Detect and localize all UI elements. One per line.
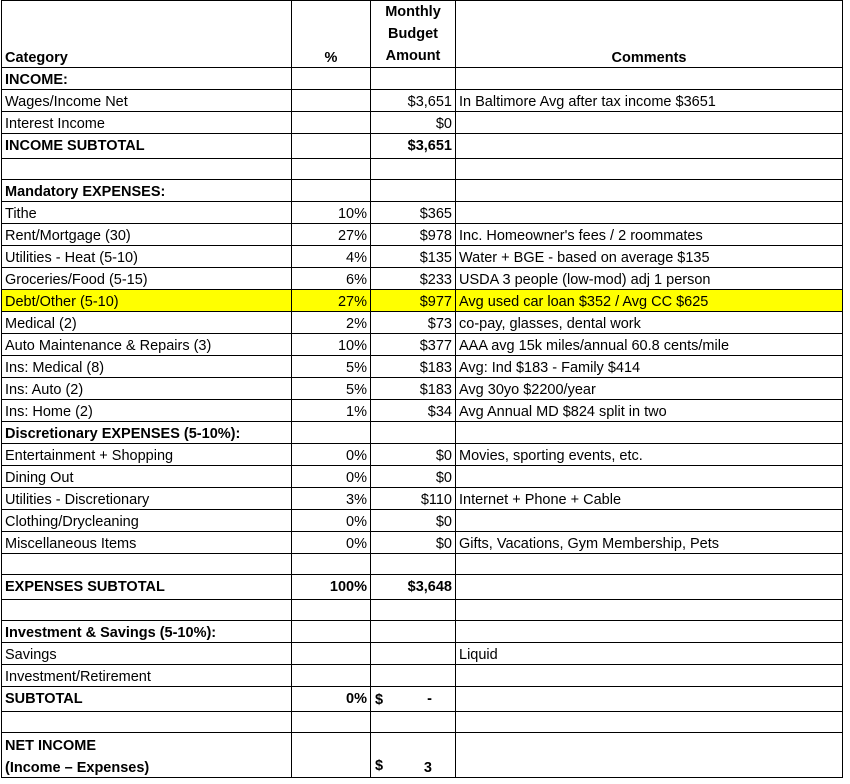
amount-cell[interactable]: $3,651 (371, 90, 456, 112)
blank-row (2, 159, 843, 180)
comment-cell[interactable] (456, 621, 843, 643)
comment-cell[interactable] (456, 112, 843, 134)
table-row (2, 643, 843, 665)
comment-cell[interactable]: Avg used car loan $352 / Avg CC $625 (456, 290, 843, 312)
table-row (2, 224, 843, 246)
category-cell[interactable]: Entertainment + Shopping (2, 444, 292, 466)
table-row (2, 400, 843, 422)
section-label[interactable]: INCOME: (2, 68, 292, 90)
comment-cell[interactable]: AAA avg 15k miles/annual 60.8 cents/mile (456, 334, 843, 356)
section-label[interactable]: Discretionary EXPENSES (5-10%): (2, 422, 292, 444)
table-row (2, 90, 843, 112)
investment-subtotal-label[interactable]: SUBTOTAL (2, 687, 292, 712)
table-row (2, 202, 843, 224)
table-row (2, 334, 843, 356)
empty-cell[interactable] (456, 554, 843, 575)
percent-cell[interactable] (292, 733, 371, 756)
empty-cell[interactable] (2, 159, 292, 180)
category-cell[interactable]: Miscellaneous Items (2, 532, 292, 554)
comment-cell[interactable]: Water + BGE - based on average $135 (456, 246, 843, 268)
percent-cell[interactable]: 0% (292, 466, 371, 488)
comment-cell[interactable]: Movies, sporting events, etc. (456, 444, 843, 466)
percent-cell[interactable] (292, 643, 371, 665)
category-cell[interactable]: Medical (2) (2, 312, 292, 334)
empty-cell[interactable] (456, 600, 843, 621)
expenses-subtotal-amount[interactable]: $3,648 (371, 575, 456, 600)
amount-cell[interactable]: $0 (371, 112, 456, 134)
percent-cell[interactable] (292, 90, 371, 112)
percent-cell[interactable]: 3% (292, 488, 371, 510)
table-row (2, 488, 843, 510)
table-row (2, 112, 843, 134)
amount-cell[interactable] (371, 621, 456, 643)
percent-cell[interactable] (292, 68, 371, 90)
section-label[interactable]: Investment & Savings (5-10%): (2, 621, 292, 643)
percent-cell[interactable]: 0% (292, 444, 371, 466)
header-percent[interactable]: % (292, 1, 371, 68)
comment-cell[interactable] (456, 68, 843, 90)
table-row (2, 532, 843, 554)
table-row (2, 466, 843, 488)
category-cell[interactable]: Savings (2, 643, 292, 665)
comment-cell[interactable] (456, 687, 843, 712)
amount-cell[interactable]: $0 (371, 444, 456, 466)
percent-cell[interactable] (292, 180, 371, 202)
amount-cell[interactable]: $977 (371, 290, 456, 312)
empty-cell[interactable] (292, 712, 371, 733)
header-row (2, 1, 843, 68)
investment-subtotal-percent[interactable]: 0% (292, 687, 371, 712)
blank-row (2, 600, 843, 621)
amount-cell[interactable] (371, 733, 456, 756)
comment-cell[interactable]: Internet + Phone + Cable (456, 488, 843, 510)
table-row (2, 290, 843, 312)
percent-cell[interactable]: 0% (292, 510, 371, 532)
comment-cell[interactable]: USDA 3 people (low-mod) adj 1 person (456, 268, 843, 290)
empty-cell[interactable] (292, 554, 371, 575)
category-cell[interactable]: Ins: Home (2) (2, 400, 292, 422)
category-cell[interactable]: Ins: Medical (8) (2, 356, 292, 378)
amount-cell[interactable]: $135 (371, 246, 456, 268)
net-income-row (2, 733, 843, 756)
percent-cell[interactable]: 6% (292, 268, 371, 290)
category-cell[interactable]: Auto Maintenance & Repairs (3) (2, 334, 292, 356)
percent-cell[interactable]: 0% (292, 532, 371, 554)
category-cell[interactable]: Groceries/Food (5-15) (2, 268, 292, 290)
income-subtotal-amount[interactable]: $3,651 (371, 134, 456, 159)
comment-cell[interactable]: In Baltimore Avg after tax income $3651 (456, 90, 843, 112)
comment-cell[interactable] (456, 134, 843, 159)
percent-cell[interactable]: 27% (292, 290, 371, 312)
percent-cell[interactable]: 10% (292, 202, 371, 224)
table-row (2, 312, 843, 334)
percent-cell[interactable]: 2% (292, 312, 371, 334)
investment-section-header (2, 621, 843, 643)
investment-subtotal-row (2, 687, 843, 712)
comment-cell[interactable] (456, 422, 843, 444)
header-category[interactable]: Category (2, 1, 292, 68)
amount-cell[interactable]: $0 (371, 510, 456, 532)
header-amount-line2: Budget (388, 26, 438, 42)
net-income-label[interactable]: NET INCOME (2, 733, 292, 756)
expenses-subtotal-row (2, 575, 843, 600)
amount-cell[interactable] (371, 422, 456, 444)
blank-row (2, 554, 843, 575)
table-row (2, 268, 843, 290)
net-income-value: 3 (423, 760, 432, 776)
table-row (2, 246, 843, 268)
empty-cell[interactable] (371, 600, 456, 621)
category-cell[interactable]: Utilities - Discretionary (2, 488, 292, 510)
category-cell[interactable]: Clothing/Drycleaning (2, 510, 292, 532)
amount-cell[interactable]: $0 (371, 466, 456, 488)
comment-cell[interactable]: Avg: Ind $183 - Family $414 (456, 356, 843, 378)
amount-cell[interactable]: $233 (371, 268, 456, 290)
comment-cell[interactable]: Liquid (456, 643, 843, 665)
category-cell[interactable]: Ins: Auto (2) (2, 378, 292, 400)
comment-cell[interactable]: Avg 30yo $2200/year (456, 378, 843, 400)
amount-cell[interactable]: $978 (371, 224, 456, 246)
empty-cell[interactable] (2, 600, 292, 621)
income-section-header (2, 68, 843, 90)
empty-cell[interactable] (371, 712, 456, 733)
table-row (2, 444, 843, 466)
empty-cell[interactable] (2, 712, 292, 733)
category-cell[interactable]: Dining Out (2, 466, 292, 488)
category-cell[interactable]: Wages/Income Net (2, 90, 292, 112)
percent-cell[interactable] (292, 134, 371, 159)
amount-cell[interactable]: $377 (371, 334, 456, 356)
table-row (2, 356, 843, 378)
amount-cell[interactable] (371, 643, 456, 665)
comment-cell[interactable] (456, 180, 843, 202)
mandatory-section-header (2, 180, 843, 202)
comment-cell[interactable]: Avg Annual MD $824 split in two (456, 400, 843, 422)
budget-spreadsheet (1, 0, 843, 778)
comment-cell[interactable] (456, 755, 843, 778)
dollar-symbol: $ (375, 758, 384, 774)
category-cell[interactable]: Utilities - Heat (5-10) (2, 246, 292, 268)
dollar-symbol: $ (375, 692, 384, 708)
amount-cell[interactable]: $0 (371, 532, 456, 554)
table-row (2, 665, 843, 687)
net-income-row-2 (2, 755, 843, 778)
comment-cell[interactable] (456, 665, 843, 687)
income-subtotal-row (2, 134, 843, 159)
percent-cell[interactable]: 10% (292, 334, 371, 356)
empty-cell[interactable] (2, 554, 292, 575)
percent-cell[interactable] (292, 422, 371, 444)
amount-cell[interactable] (371, 180, 456, 202)
percent-cell[interactable] (292, 112, 371, 134)
empty-cell[interactable] (456, 712, 843, 733)
comment-cell[interactable] (456, 510, 843, 532)
comment-cell[interactable] (456, 575, 843, 600)
category-cell[interactable]: Debt/Other (5-10) (2, 290, 292, 312)
empty-cell[interactable] (371, 159, 456, 180)
expenses-subtotal-percent[interactable]: 100% (292, 575, 371, 600)
investment-subtotal-amount[interactable] (371, 687, 456, 712)
percent-cell[interactable]: 5% (292, 356, 371, 378)
category-cell[interactable]: Interest Income (2, 112, 292, 134)
category-cell[interactable]: Investment/Retirement (2, 665, 292, 687)
comment-cell[interactable] (456, 733, 843, 756)
amount-cell[interactable]: $34 (371, 400, 456, 422)
percent-cell[interactable]: 5% (292, 378, 371, 400)
comment-cell[interactable]: Inc. Homeowner's fees / 2 roommates (456, 224, 843, 246)
amount-cell[interactable]: $183 (371, 378, 456, 400)
header-amount-line1: Monthly (385, 4, 441, 20)
comment-cell[interactable] (456, 466, 843, 488)
comment-cell[interactable]: Gifts, Vacations, Gym Membership, Pets (456, 532, 843, 554)
amount-cell[interactable] (371, 665, 456, 687)
amount-cell[interactable] (371, 68, 456, 90)
empty-cell[interactable] (292, 600, 371, 621)
net-income-amount[interactable] (371, 755, 456, 778)
percent-cell[interactable]: 1% (292, 400, 371, 422)
blank-row (2, 712, 843, 733)
amount-cell[interactable]: $110 (371, 488, 456, 510)
percent-cell[interactable] (292, 665, 371, 687)
amount-cell[interactable]: $365 (371, 202, 456, 224)
discretionary-section-header (2, 422, 843, 444)
percent-cell[interactable] (292, 755, 371, 778)
section-label[interactable]: Mandatory EXPENSES: (2, 180, 292, 202)
empty-cell[interactable] (292, 159, 371, 180)
header-amount-line3: Amount (385, 48, 441, 64)
income-subtotal-label[interactable]: INCOME SUBTOTAL (2, 134, 292, 159)
empty-cell[interactable] (456, 159, 843, 180)
table-row (2, 378, 843, 400)
percent-cell[interactable]: 4% (292, 246, 371, 268)
amount-cell[interactable]: $73 (371, 312, 456, 334)
net-income-sublabel[interactable]: (Income – Expenses) (2, 755, 292, 778)
expenses-subtotal-label[interactable]: EXPENSES SUBTOTAL (2, 575, 292, 600)
percent-cell[interactable]: 27% (292, 224, 371, 246)
category-cell[interactable]: Tithe (2, 202, 292, 224)
header-comments[interactable]: Comments (456, 1, 843, 68)
comment-cell[interactable]: co-pay, glasses, dental work (456, 312, 843, 334)
category-cell[interactable]: Rent/Mortgage (30) (2, 224, 292, 246)
table-row (2, 510, 843, 532)
header-amount[interactable] (371, 1, 456, 68)
amount-cell[interactable]: $183 (371, 356, 456, 378)
percent-cell[interactable] (292, 621, 371, 643)
subtotal-value: - (427, 690, 432, 707)
comment-cell[interactable] (456, 202, 843, 224)
empty-cell[interactable] (371, 554, 456, 575)
